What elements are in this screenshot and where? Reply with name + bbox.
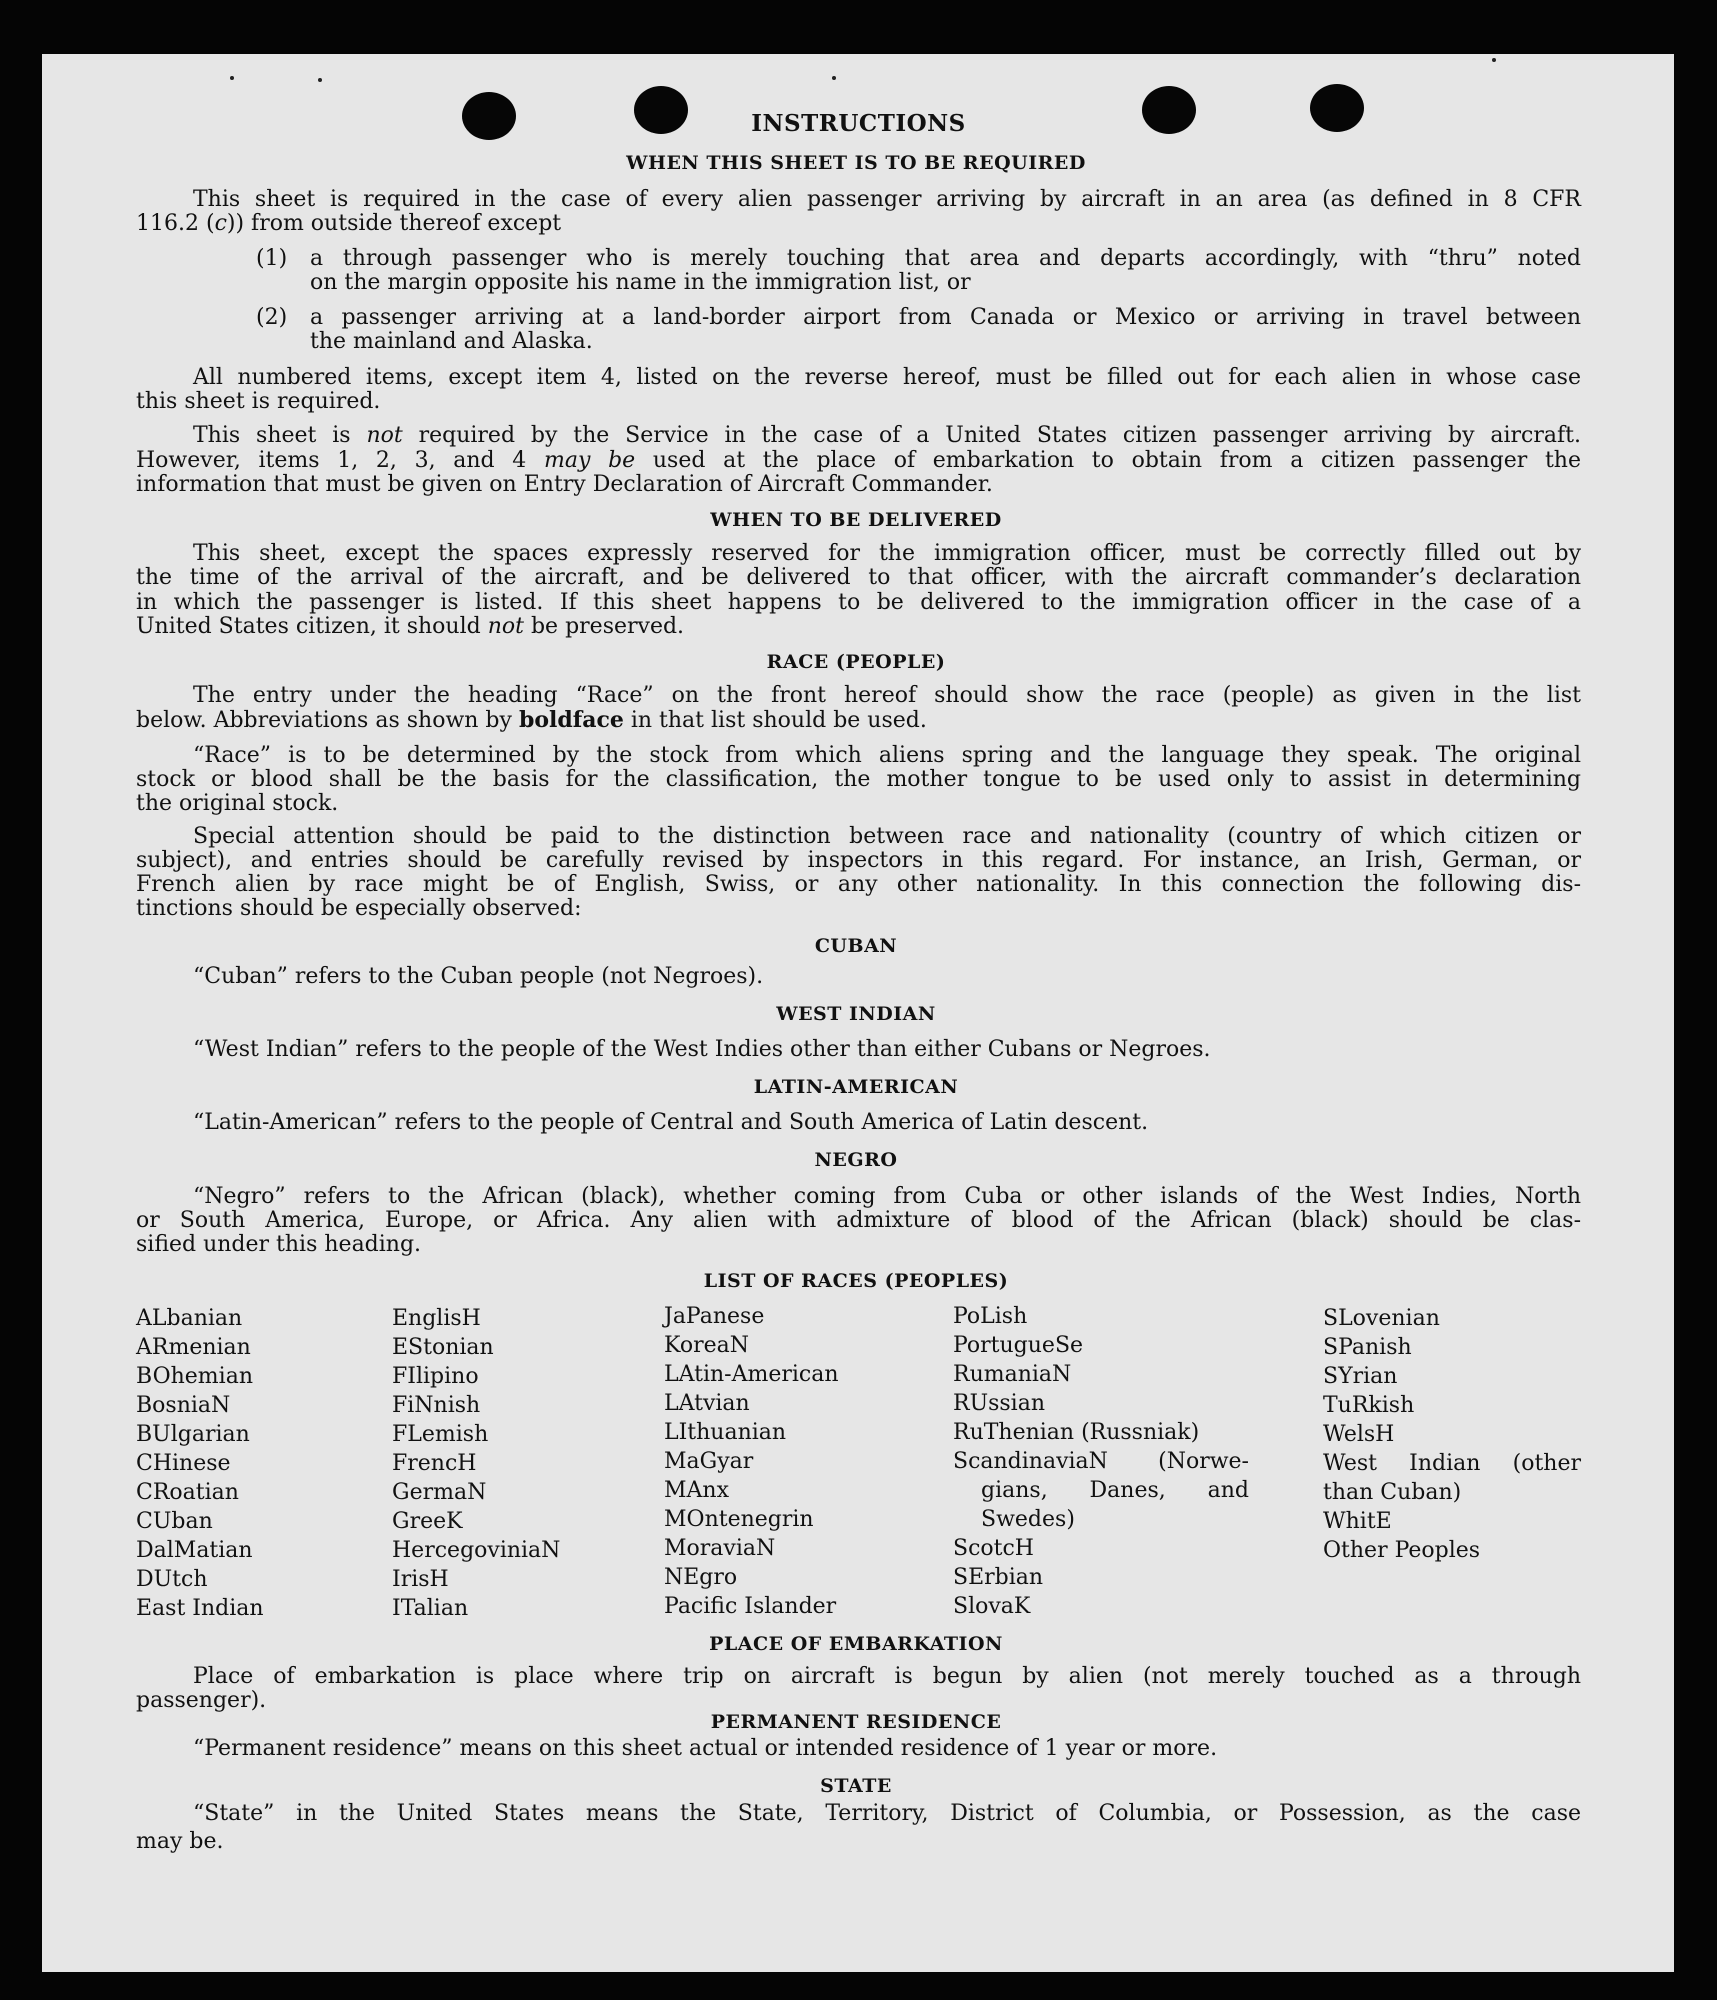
paragraph-line: United States citizen, it should not be preserved. (136, 614, 685, 639)
race-item: West Indian (other (1323, 1451, 1581, 1476)
race-item: CUban (136, 1509, 213, 1534)
race-item: BosniaN (136, 1393, 231, 1418)
race-item: GermaN (392, 1480, 487, 1505)
race-item: CHinese (136, 1451, 231, 1476)
race-item: East Indian (136, 1596, 264, 1621)
race-item: JaPanese (664, 1304, 765, 1329)
race-item: RUssian (953, 1391, 1046, 1416)
speck (318, 78, 322, 82)
page-title: INSTRUCTIONS (751, 110, 966, 137)
exception-number: (2) (256, 305, 288, 330)
paragraph-line: below. Abbreviations as shown by boldface in that list should be used. (136, 707, 927, 733)
paragraph-line: French alien by race might be of English, Swiss, or any other nationality. In this connection the following dis- (136, 872, 1581, 897)
speck (1492, 58, 1496, 62)
race-item: FLemish (392, 1422, 489, 1447)
paragraph-line: sified under this heading. (136, 1232, 422, 1257)
paragraph-line: “Permanent residence” means on this sheet actual or intended residence of 1 year or more. (193, 1736, 1218, 1761)
exception-line: the mainland and Alaska. (310, 329, 593, 354)
race-item: MoraviaN (664, 1536, 776, 1561)
paragraph-line: This sheet is not required by the Service in the case of a United States citizen passenger arriving by aircraft. (193, 423, 1581, 448)
paragraph-line: “Negro” refers to the African (black), whether coming from Cuba or other islands of the West Indies, North (193, 1184, 1581, 1209)
heading-embarkation: PLACE OF EMBARKATION (709, 1633, 1003, 1655)
race-item: RumaniaN (953, 1362, 1072, 1387)
heading-required: WHEN THIS SHEET IS TO BE REQUIRED (626, 152, 1086, 174)
paragraph-line: The entry under the heading “Race” on the front hereof should show the race (people) as given in the list (193, 683, 1581, 708)
race-item: PortugueSe (953, 1333, 1084, 1358)
race-item: ScotcH (953, 1536, 1034, 1561)
paragraph-line: tinctions should be especially observed: (136, 896, 582, 921)
race-item: SYrian (1323, 1364, 1398, 1389)
heading-cuban: CUBAN (814, 935, 898, 957)
paragraph-line: Place of embarkation is place where trip on aircraft is begun by alien (not merely touched as a through (193, 1664, 1581, 1689)
race-item: HercegoviniaN (392, 1538, 561, 1563)
race-item: ScandinaviaN (Norwe- (953, 1449, 1249, 1474)
heading-negro: NEGRO (814, 1149, 898, 1171)
race-item: DalMatian (136, 1538, 253, 1563)
race-item: BOhemian (136, 1364, 253, 1389)
race-item: IrisH (392, 1567, 449, 1592)
race-item: ARmenian (136, 1335, 251, 1360)
race-item: gians, Danes, and (981, 1478, 1249, 1503)
race-item: WhitE (1323, 1509, 1392, 1534)
speck (832, 76, 836, 80)
heading-state: STATE (820, 1775, 892, 1797)
race-item: SPanish (1323, 1335, 1412, 1360)
exception-number: (1) (256, 246, 288, 271)
paragraph-line: “Cuban” refers to the Cuban people (not Negroes). (193, 964, 764, 989)
race-item: Swedes) (981, 1507, 1075, 1532)
race-item: EStonian (392, 1335, 494, 1360)
race-item: FiNnish (392, 1393, 481, 1418)
race-item: LAtin-American (664, 1362, 839, 1387)
exception-line: a passenger arriving at a land-border airport from Canada or Mexico or arriving in travel between (310, 305, 1581, 330)
race-item: LIthuanian (664, 1420, 787, 1445)
paragraph-line: All numbered items, except item 4, listed on the reverse hereof, must be filled out for each alien in whose case (193, 365, 1581, 390)
paragraph-line: “Race” is to be determined by the stock from which aliens spring and the language they speak. The original (193, 743, 1581, 768)
race-item: CRoatian (136, 1480, 239, 1505)
paragraph-line: may be. (136, 1829, 224, 1854)
heading-race: RACE (PEOPLE) (766, 651, 946, 673)
paragraph-line: “State” in the United States means the State, Territory, District of Columbia, or Possession, as the case (193, 1801, 1581, 1826)
paragraph-line: This sheet is required in the case of every alien passenger arriving by aircraft in an area (as defined in 8 CFR (193, 187, 1581, 212)
paragraph-line: stock or blood shall be the basis for the classification, the mother tongue to be used only to assist in determining (136, 767, 1581, 792)
race-item: BUlgarian (136, 1422, 250, 1447)
race-item: EnglisH (392, 1306, 481, 1331)
race-item: Other Peoples (1323, 1538, 1481, 1563)
race-item: GreeK (392, 1509, 463, 1534)
race-item: ITalian (392, 1596, 469, 1621)
paragraph-line: information that must be given on Entry Declaration of Aircraft Commander. (136, 472, 993, 497)
race-item: NEgro (664, 1565, 738, 1590)
race-item: DUtch (136, 1567, 208, 1592)
paragraph-line: or South America, Europe, or Africa. Any alien with admixture of blood of the African (black) should be clas- (136, 1208, 1581, 1233)
race-item: KoreaN (664, 1333, 749, 1358)
heading-delivered: WHEN TO BE DELIVERED (710, 509, 1002, 531)
race-item: PoLish (953, 1304, 1028, 1329)
race-item: SLovenian (1323, 1306, 1440, 1331)
paragraph-line: However, items 1, 2, 3, and 4 may be used at the place of embarkation to obtain from a citizen passenger the (136, 448, 1581, 473)
race-item: WelsH (1323, 1422, 1395, 1447)
paragraph-line: “West Indian” refers to the people of the West Indies other than either Cubans or Negroes. (193, 1037, 1211, 1062)
paragraph-line: the original stock. (136, 791, 339, 816)
speck (230, 76, 234, 80)
race-item: MaGyar (664, 1449, 754, 1474)
paragraph-line: in which the passenger is listed. If this sheet happens to be delivered to the immigration officer in the case of a (136, 590, 1581, 615)
race-item: SErbian (953, 1565, 1044, 1590)
race-item: LAtvian (664, 1391, 750, 1416)
race-item: ALbanian (136, 1306, 243, 1331)
heading-permanent-residence: PERMANENT RESIDENCE (710, 1711, 1002, 1733)
heading-list-of-races: LIST OF RACES (PEOPLES) (703, 1270, 1009, 1292)
race-item: MOntenegrin (664, 1507, 814, 1532)
heading-latin-american: LATIN-AMERICAN (753, 1076, 959, 1098)
paragraph-line: passenger). (136, 1688, 267, 1713)
race-item: FrencH (392, 1451, 477, 1476)
paragraph-line: Special attention should be paid to the distinction between race and nationality (country of which citizen or (193, 824, 1581, 849)
paragraph-line: the time of the arrival of the aircraft, and be delivered to that officer, with the aircraft commander’s declaration (136, 565, 1581, 590)
race-item: FIlipino (392, 1364, 479, 1389)
race-item: than Cuban) (1323, 1480, 1462, 1505)
exception-line: on the margin opposite his name in the immigration list, or (310, 270, 971, 295)
paragraph-line: This sheet, except the spaces expressly reserved for the immigration officer, must be correctly filled out by (193, 541, 1581, 566)
heading-west-indian: WEST INDIAN (776, 1003, 936, 1025)
paragraph-line: subject), and entries should be carefully revised by inspectors in this regard. For instance, an Irish, German, or (136, 848, 1581, 873)
race-item: SlovaK (953, 1594, 1031, 1619)
race-item: MAnx (664, 1478, 729, 1503)
race-item: RuThenian (Russniak) (953, 1420, 1200, 1445)
paragraph-line: 116.2 (c)) from outside thereof except (136, 211, 562, 236)
race-item: TuRkish (1323, 1393, 1415, 1418)
paragraph-line: “Latin-American” refers to the people of Central and South America of Latin descent. (193, 1110, 1149, 1135)
paragraph-line: this sheet is required. (136, 389, 381, 414)
race-item: Pacific Islander (664, 1594, 837, 1619)
exception-line: a through passenger who is merely touching that area and departs accordingly, with “thru” noted (310, 246, 1581, 271)
